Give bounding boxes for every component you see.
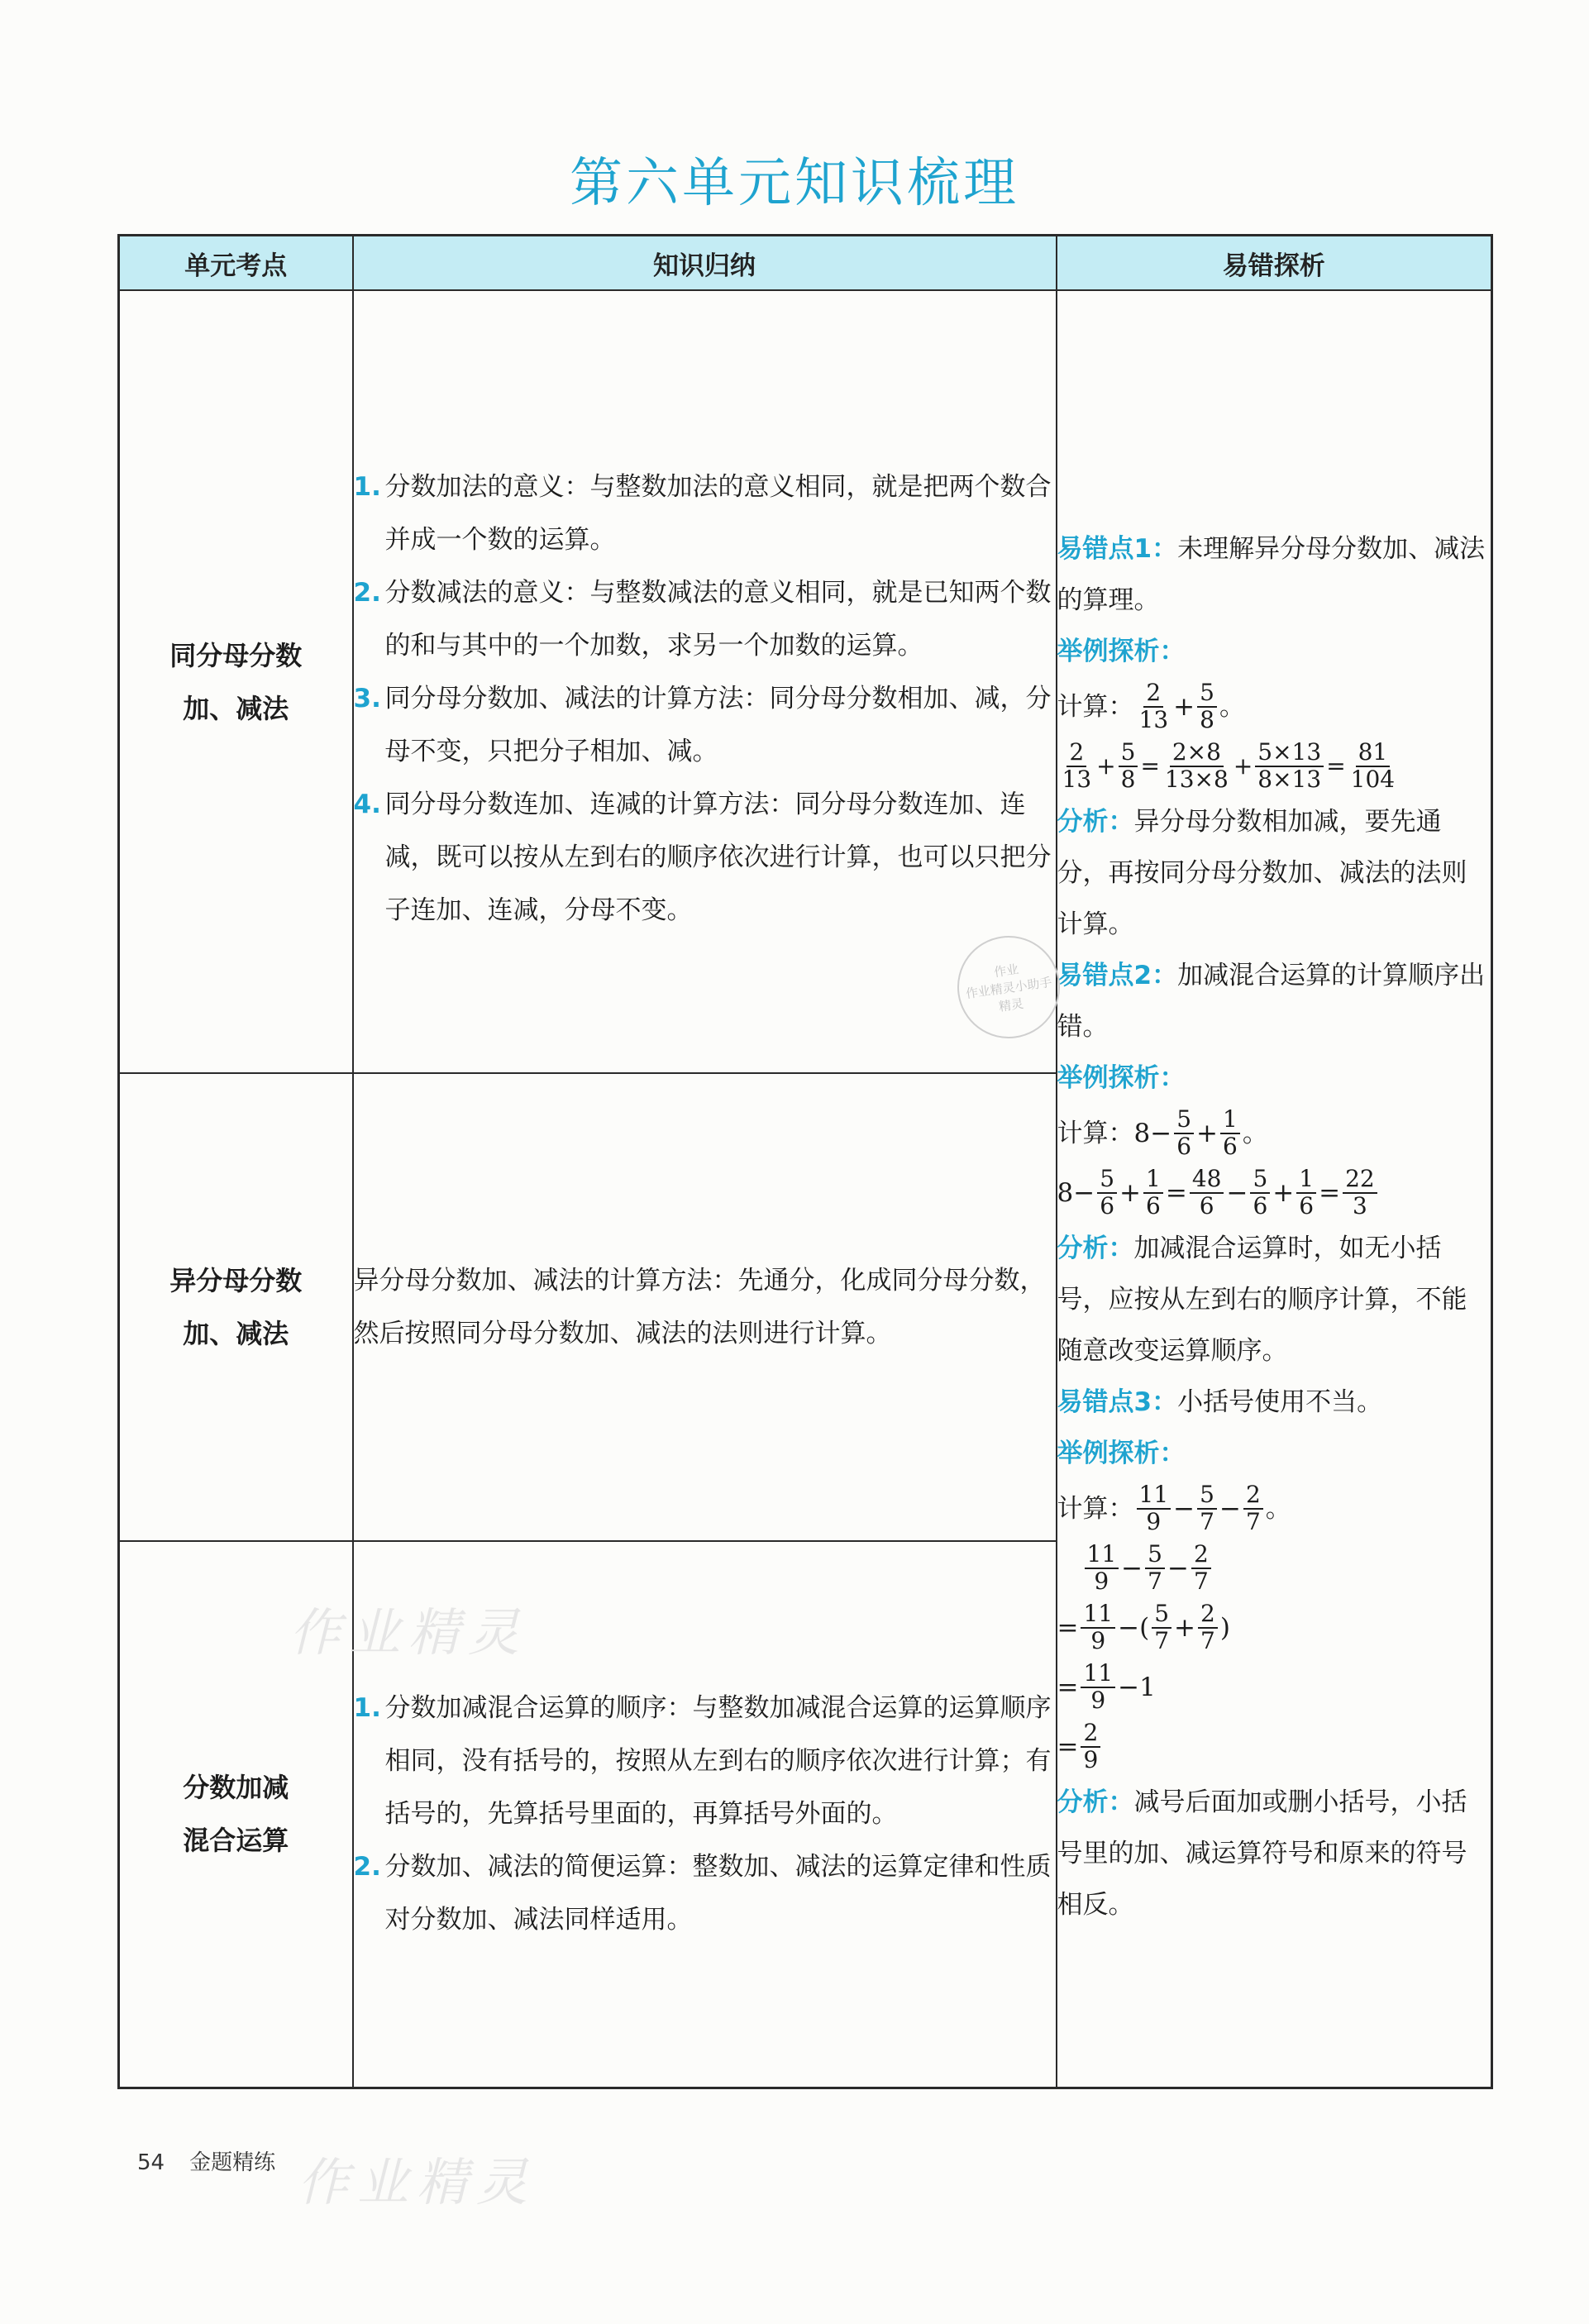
numerator: 5 <box>1197 1482 1217 1510</box>
operator: + <box>1233 752 1253 780</box>
calc-line <box>1057 1104 1491 1163</box>
item-number: 1. <box>353 1693 381 1724</box>
operator: = <box>1326 752 1346 780</box>
numerator: 1 <box>1220 1107 1240 1134</box>
analysis-label: 分析： <box>1057 806 1134 837</box>
denominator: 9 <box>1090 1686 1106 1714</box>
numerator: 2 <box>1198 1601 1218 1629</box>
operator: = <box>1057 1612 1079 1643</box>
operator: = <box>1057 1731 1079 1762</box>
operator: + <box>1096 752 1116 780</box>
list-item <box>354 778 1056 937</box>
fraction <box>1250 1164 1270 1219</box>
denominator: 9 <box>1090 1626 1106 1654</box>
numerator: 2 <box>1143 680 1163 708</box>
denominator: 9 <box>1094 1567 1109 1595</box>
denominator: 7 <box>1193 1567 1209 1595</box>
denominator: 6 <box>1199 1191 1214 1219</box>
solution-step <box>1057 1717 1491 1777</box>
analysis-1 <box>1057 796 1491 950</box>
analysis-label: 分析： <box>1057 1233 1134 1263</box>
numerator: 2 <box>1066 740 1086 767</box>
operator: − <box>1226 1177 1248 1208</box>
list-item <box>354 566 1056 672</box>
error-text: 小括号使用不当。 <box>1177 1386 1383 1417</box>
fraction <box>1243 1482 1263 1535</box>
operator: − <box>1219 1493 1241 1524</box>
operator: = <box>1165 1177 1187 1208</box>
solution-line <box>1057 1163 1491 1223</box>
solution-step <box>1057 1598 1491 1658</box>
analysis-text: 减号后面加或删小括号，小括号里的加、减运算符号和原来的符号相反。 <box>1057 1787 1467 1920</box>
watermark-text: 作业精灵 <box>298 2152 537 2212</box>
fraction <box>1296 1164 1316 1219</box>
punctuation: 。 <box>1242 1118 1268 1148</box>
item-number: 1. <box>353 471 381 502</box>
analysis-label: 分析： <box>1057 1787 1134 1817</box>
numerator: 11 <box>1137 1482 1171 1510</box>
denominator: 7 <box>1154 1626 1170 1654</box>
fraction <box>1137 1482 1171 1535</box>
fraction <box>1197 680 1217 733</box>
denominator: 9 <box>1083 1745 1099 1773</box>
header-errors: 易错探析 <box>1057 236 1492 291</box>
numerator: 2 <box>1081 1720 1100 1748</box>
errors-cell <box>1057 290 1492 2088</box>
error-label: 易错点1： <box>1057 533 1178 564</box>
topic-cell <box>119 1073 353 1541</box>
fraction <box>1162 737 1231 793</box>
denominator: 6 <box>1299 1191 1315 1219</box>
denominator: 6 <box>1223 1132 1238 1160</box>
numerator: 2×8 <box>1170 740 1224 767</box>
knowledge-cell <box>353 1073 1057 1541</box>
fraction <box>1348 737 1397 793</box>
denominator: 8 <box>1120 765 1136 793</box>
header-row <box>119 236 1492 291</box>
fraction <box>1085 1539 1119 1595</box>
knowledge-cell <box>353 290 1057 1073</box>
watermark-text: 作业精灵 <box>289 1602 528 1663</box>
calc-label: 计算： <box>1057 1118 1134 1148</box>
punctuation: 。 <box>1219 691 1245 722</box>
denominator: 6 <box>1146 1191 1161 1219</box>
operator: + <box>1272 1177 1295 1208</box>
fraction <box>1081 1720 1100 1773</box>
list-item <box>354 1682 1056 1840</box>
topic-line: 分数加减 <box>183 1772 289 1804</box>
item-number: 3. <box>353 683 381 713</box>
fraction <box>1191 1539 1211 1595</box>
numerator: 81 <box>1356 740 1391 767</box>
denominator: 8×13 <box>1257 765 1322 793</box>
fraction <box>1060 737 1095 793</box>
operator: − <box>1173 1493 1195 1524</box>
list-item <box>354 672 1056 778</box>
numerator: 11 <box>1085 1542 1119 1569</box>
item-text: 同分母分数连加、连减的计算方法：同分母分数连加、连减，既可以按从左到右的顺序依次进行计算，也可以只把分子连加、连减，分母不变。 <box>384 789 1052 925</box>
numerator: 5 <box>1250 1167 1270 1194</box>
operator: − <box>1150 1118 1172 1148</box>
table-row <box>119 290 1492 1073</box>
solution-step <box>1057 1539 1491 1598</box>
fraction <box>1097 1164 1117 1219</box>
operator: = <box>1319 1177 1341 1208</box>
operator: = <box>1140 752 1160 780</box>
numerator: 5 <box>1174 1107 1194 1134</box>
error-point-2 <box>1057 950 1491 1052</box>
stamp-text: 精灵 <box>997 995 1025 1014</box>
error-point-1 <box>1057 523 1491 626</box>
paren: ) <box>1219 1612 1230 1643</box>
denominator: 6 <box>1253 1191 1268 1219</box>
page-number: 54 <box>137 2150 165 2175</box>
operator: + <box>1173 691 1195 722</box>
fraction <box>1190 1164 1224 1219</box>
number: 1 <box>1139 1672 1156 1702</box>
numerator: 5 <box>1145 1542 1165 1569</box>
item-number: 4. <box>353 789 381 819</box>
calc-line <box>1057 1479 1491 1539</box>
example-label: 举例探析： <box>1057 1062 1186 1093</box>
item-text: 同分母分数加、减法的计算方法：同分母分数相加、减，分母不变，只把分子相加、减。 <box>384 683 1052 766</box>
error-text: 加减混合运算的计算顺序出错。 <box>1057 960 1486 1042</box>
numerator: 11 <box>1081 1601 1115 1629</box>
numerator: 5 <box>1119 740 1138 767</box>
topic-line: 同分母分数 <box>169 639 303 671</box>
denominator: 104 <box>1350 765 1396 793</box>
knowledge-text: 异分母分数加、减法的计算方法：先通分，化成同分母分数，然后按照同分母分数加、减法的法则进行计算。 <box>353 1266 1046 1348</box>
number: 8 <box>1133 1118 1151 1148</box>
analysis-2 <box>1057 1223 1491 1377</box>
topic-line: 加、减法 <box>183 692 289 724</box>
error-label: 易错点3： <box>1057 1386 1178 1417</box>
page-title: 第六单元知识梳理 <box>570 153 1019 214</box>
numerator: 5 <box>1197 680 1217 708</box>
denominator: 7 <box>1245 1507 1261 1535</box>
denominator: 7 <box>1200 1507 1214 1535</box>
denominator: 13×8 <box>1164 765 1229 793</box>
paren: ( <box>1139 1612 1150 1643</box>
fraction <box>1081 1658 1115 1714</box>
denominator: 6 <box>1100 1191 1115 1219</box>
numerator: 11 <box>1081 1661 1115 1688</box>
operator: − <box>1118 1612 1140 1643</box>
denominator: 9 <box>1146 1507 1162 1535</box>
numerator: 48 <box>1190 1167 1224 1194</box>
item-text: 分数加、减法的简便运算：整数加、减法的运算定律和性质对分数加、减法同样适用。 <box>384 1852 1052 1935</box>
punctuation: 。 <box>1265 1493 1291 1524</box>
stamp-text: 作业 <box>993 961 1020 980</box>
operator: − <box>1073 1177 1095 1208</box>
item-text: 分数减法的意义：与整数减法的意义相同，就是已知两个数的和与其中的一个加数，求另一个加数的运算。 <box>384 577 1052 661</box>
fraction <box>1145 1539 1165 1595</box>
page-footer <box>137 2145 275 2176</box>
fraction <box>1198 1601 1218 1654</box>
operator: + <box>1196 1118 1219 1148</box>
denominator: 3 <box>1353 1191 1367 1219</box>
numerator: 5 <box>1097 1167 1117 1194</box>
numerator: 2 <box>1191 1542 1211 1569</box>
fraction <box>1152 1601 1171 1654</box>
header-topic: 单元考点 <box>119 236 353 291</box>
item-number: 2. <box>353 1852 381 1883</box>
fraction <box>1343 1164 1377 1219</box>
fraction <box>1081 1601 1115 1654</box>
example-label: 举例探析： <box>1057 636 1186 666</box>
book-label: 金题精练 <box>189 2150 276 2175</box>
error-label: 易错点2： <box>1057 960 1178 990</box>
numerator: 2 <box>1243 1482 1263 1510</box>
error-text: 未理解异分母分数加、减法的算理。 <box>1057 533 1486 615</box>
number: 8 <box>1057 1177 1074 1208</box>
topic-line: 加、减法 <box>183 1318 289 1349</box>
fraction <box>1143 1164 1163 1219</box>
operator: + <box>1174 1612 1196 1643</box>
denominator: 7 <box>1200 1626 1215 1654</box>
error-point-3 <box>1057 1377 1491 1428</box>
denominator: 7 <box>1148 1567 1162 1595</box>
numerator: 5×13 <box>1255 740 1324 767</box>
operator: + <box>1119 1177 1142 1208</box>
numerator: 5 <box>1152 1601 1171 1629</box>
calc-label: 计算： <box>1057 691 1134 722</box>
operator: − <box>1167 1553 1189 1583</box>
solution-line <box>1057 737 1491 796</box>
numerator: 1 <box>1296 1167 1316 1194</box>
topic-cell <box>119 290 353 1073</box>
header-knowledge: 知识归纳 <box>353 236 1057 291</box>
item-text: 分数加减混合运算的顺序：与整数加减混合运算的运算顺序相同，没有括号的，按照从左到右的顺序依次进行计算；有括号的，先算括号里面的，再算括号外面的。 <box>384 1693 1052 1830</box>
fraction <box>1174 1107 1194 1160</box>
analysis-3 <box>1057 1777 1491 1930</box>
stamp-text: 作业精灵小助手 <box>964 974 1053 1001</box>
topic-line: 混合运算 <box>183 1825 289 1857</box>
topic-line: 异分母分数 <box>169 1265 303 1296</box>
numerator: 22 <box>1343 1167 1377 1194</box>
analysis-text: 加减混合运算时，如无小括号，应按从左到右的顺序计算，不能随意改变运算顺序。 <box>1057 1233 1467 1366</box>
denominator: 13 <box>1062 765 1092 793</box>
denominator: 6 <box>1176 1132 1192 1160</box>
fraction <box>1220 1107 1240 1160</box>
fraction <box>1197 1482 1217 1535</box>
analysis-text: 异分母分数相加减，要先通分，再按同分母分数加、减法的法则计算。 <box>1057 806 1467 939</box>
list-item <box>354 1840 1056 1946</box>
example-label: 举例探析： <box>1057 1438 1186 1468</box>
operator: = <box>1057 1672 1079 1702</box>
numerator: 1 <box>1143 1167 1163 1194</box>
fraction <box>1119 737 1138 793</box>
operator: − <box>1118 1672 1140 1702</box>
denominator: 8 <box>1200 705 1214 733</box>
fraction <box>1255 737 1324 793</box>
list-item <box>354 461 1056 566</box>
calc-label: 计算： <box>1057 1493 1134 1524</box>
item-number: 2. <box>353 577 381 608</box>
operator: − <box>1121 1553 1143 1583</box>
denominator: 13 <box>1138 705 1169 733</box>
calc-line <box>1057 677 1491 737</box>
fraction <box>1137 680 1171 733</box>
knowledge-table <box>117 234 1493 2089</box>
item-text: 分数加法的意义：与整数加法的意义相同，就是把两个数合并成一个数的运算。 <box>384 471 1052 555</box>
solution-step <box>1057 1658 1491 1717</box>
